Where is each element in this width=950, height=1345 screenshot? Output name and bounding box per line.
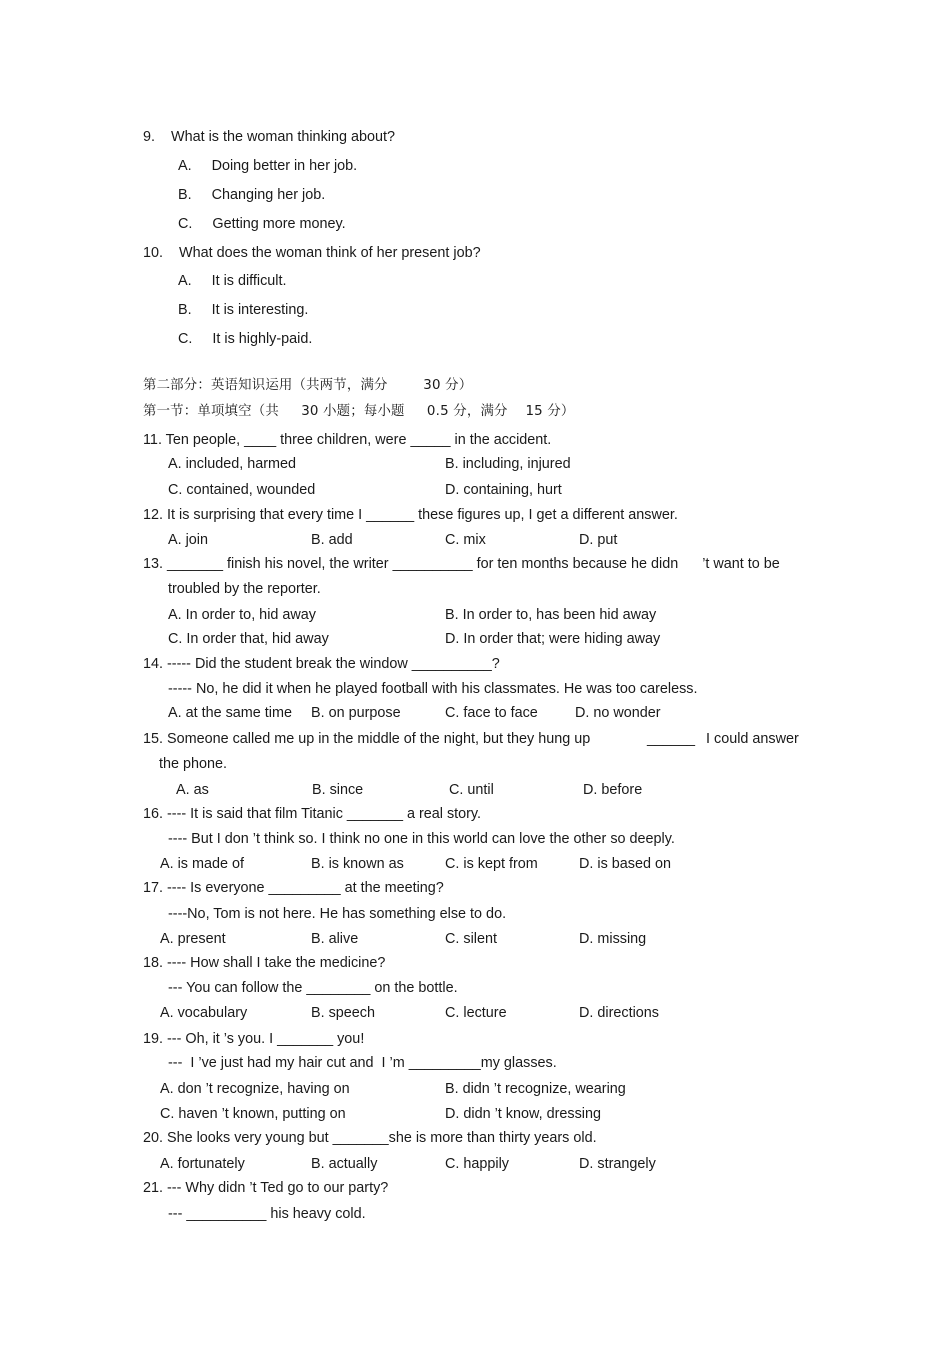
question-15-stem: 15. Someone called me up in the middle of the night, but they hung up xyxy=(143,731,591,747)
question-16-stem-line2: ---- But I don ’t think so. I think no one in this world can love the other so deeply. xyxy=(168,831,675,847)
question-20-option-d: D. strangely xyxy=(579,1156,656,1172)
question-17-stem: 17. ---- Is everyone _________ at the meeting? xyxy=(143,880,444,896)
question-18-option-c: C. lecture xyxy=(445,1005,507,1021)
question-9-option-c: C. Getting more money. xyxy=(178,216,346,232)
question-11-stem: 11. Ten people, ____ three children, were _____ in the accident. xyxy=(143,432,552,448)
question-9-stem: 9. What is the woman thinking about? xyxy=(143,129,395,145)
question-17-option-b: B. alive xyxy=(311,931,359,947)
question-20-option-b: B. actually xyxy=(311,1156,378,1172)
question-21-stem: 21. --- Why didn ’t Ted go to our party? xyxy=(143,1180,389,1196)
question-13-option-a: A. In order to, hid away xyxy=(168,607,316,623)
question-18-stem-line2: --- You can follow the ________ on the bottle. xyxy=(168,980,458,996)
question-10-option-a: A. It is difficult. xyxy=(178,273,287,289)
question-13-stem-line2: troubled by the reporter. xyxy=(168,581,321,597)
question-19-option-d: D. didn ’t know, dressing xyxy=(445,1106,601,1122)
question-13-option-c: C. In order that, hid away xyxy=(168,631,329,647)
question-12-option-d: D. put xyxy=(579,532,618,548)
question-21-stem-line2: --- __________ his heavy cold. xyxy=(168,1206,366,1222)
question-19-stem-line2: --- I ’ve just had my hair cut and I ’m _________my glasses. xyxy=(168,1055,557,1071)
question-14-option-a: A. at the same time xyxy=(168,705,292,721)
question-11-option-b: B. including, injured xyxy=(445,456,571,472)
question-14-stem: 14. ----- Did the student break the window __________? xyxy=(143,656,500,672)
question-15-option-a: A. as xyxy=(176,782,209,798)
question-14-option-d: D. no wonder xyxy=(575,705,661,721)
question-17-stem-line2: ----No, Tom is not here. He has something else to do. xyxy=(168,906,507,922)
question-17-option-d: D. missing xyxy=(579,931,647,947)
question-15-stem-end: I could answer xyxy=(706,731,799,747)
question-13-option-b: B. In order to, has been hid away xyxy=(445,607,657,623)
question-13-stem: 13. _______ finish his novel, the writer __________ for ten months because he didn ’t want to be xyxy=(143,556,780,572)
question-19-option-b: B. didn ’t recognize, wearing xyxy=(445,1081,626,1097)
question-14-option-b: B. on purpose xyxy=(311,705,401,721)
question-16-option-d: D. is based on xyxy=(579,856,671,872)
question-20-option-a: A. fortunately xyxy=(160,1156,245,1172)
section1-title: 第一节：单项填空（共 30 小题；每小题 0.5 分，满分 15 分） xyxy=(143,404,575,419)
question-20-option-c: C. happily xyxy=(445,1156,509,1172)
question-16-option-b: B. is known as xyxy=(311,856,404,872)
question-12-option-b: B. add xyxy=(311,532,353,548)
question-15-option-b: B. since xyxy=(312,782,364,798)
question-20-stem: 20. She looks very young but _______she is more than thirty years old. xyxy=(143,1130,597,1146)
question-18-option-a: A. vocabulary xyxy=(160,1005,248,1021)
part2-title: 第二部分：英语知识运用（共两节，满分 30 分） xyxy=(143,378,473,393)
question-12-option-c: C. mix xyxy=(445,532,486,548)
question-16-option-a: A. is made of xyxy=(160,856,244,872)
question-14-stem-line2: ----- No, he did it when he played football with his classmates. He was too careless. xyxy=(168,681,698,697)
question-9-option-a: A. Doing better in her job. xyxy=(178,158,358,174)
question-19-stem: 19. --- Oh, it ’s you. I _______ you! xyxy=(143,1031,365,1047)
question-12-stem: 12. It is surprising that every time I ______ these figures up, I get a different answer. xyxy=(143,507,678,523)
question-18-option-d: D. directions xyxy=(579,1005,659,1021)
question-10-stem: 10. What does the woman think of her present job? xyxy=(143,245,481,261)
question-14-option-c: C. face to face xyxy=(445,705,538,721)
question-18-stem: 18. ---- How shall I take the medicine? xyxy=(143,955,386,971)
question-16-option-c: C. is kept from xyxy=(445,856,538,872)
question-18-option-b: B. speech xyxy=(311,1005,375,1021)
question-17-option-c: C. silent xyxy=(445,931,497,947)
question-12-option-a: A. join xyxy=(168,532,208,548)
question-16-stem: 16. ---- It is said that film Titanic _______ a real story. xyxy=(143,806,482,822)
question-10-option-c: C. It is highly-paid. xyxy=(178,331,313,347)
question-11-option-d: D. containing, hurt xyxy=(445,482,562,498)
question-11-option-c: C. contained, wounded xyxy=(168,482,316,498)
question-19-option-c: C. haven ’t known, putting on xyxy=(160,1106,346,1122)
question-15-blank: ______ xyxy=(647,731,696,747)
question-15-stem-line2: the phone. xyxy=(159,756,228,772)
question-15-option-c: C. until xyxy=(449,782,494,798)
question-17-option-a: A. present xyxy=(160,931,226,947)
question-9-option-b: B. Changing her job. xyxy=(178,187,326,203)
question-10-option-b: B. It is interesting. xyxy=(178,302,309,318)
question-19-option-a: A. don ’t recognize, having on xyxy=(160,1081,350,1097)
question-15-option-d: D. before xyxy=(583,782,643,798)
question-13-option-d: D. In order that; were hiding away xyxy=(445,631,661,647)
question-11-option-a: A. included, harmed xyxy=(168,456,296,472)
